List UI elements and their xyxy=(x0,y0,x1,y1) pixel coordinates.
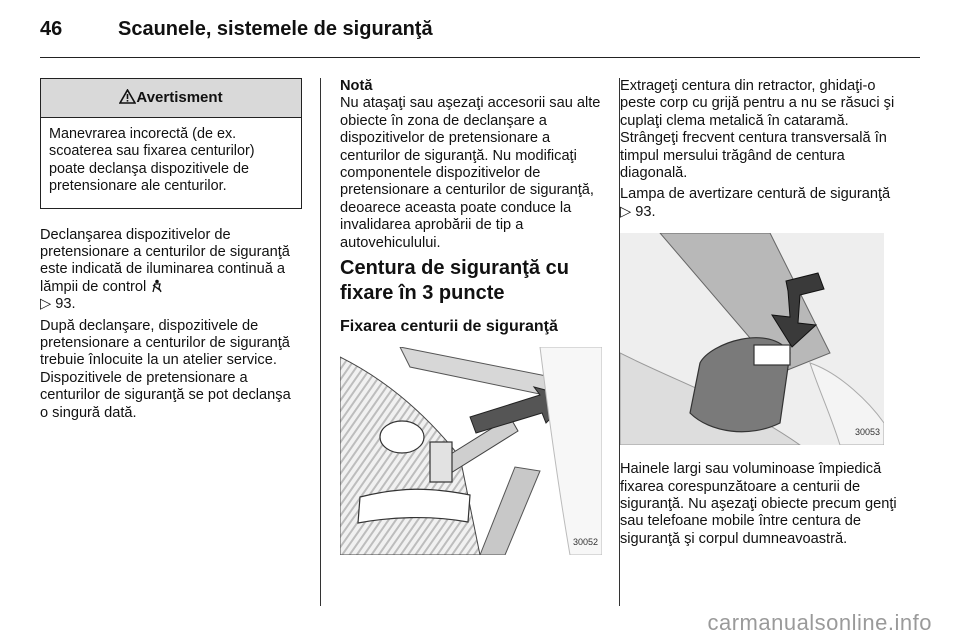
figure-caption: 30053 xyxy=(854,426,880,437)
figure-caption: 30052 xyxy=(572,537,598,548)
seatbelt-fastening-illustration xyxy=(340,347,602,555)
seatbelt-pretensioner-icon xyxy=(150,279,164,293)
header-rule xyxy=(40,57,920,58)
paragraph xyxy=(620,186,902,221)
page-reference-number: 93. xyxy=(635,203,656,220)
paragraph: Extrageţi centura din retractor, ghidaţi-o peste corp cu grijă pentru a nu se răsuci şi cuplaţi clema metalică în cataramă. Strângeţi frecvent centura transversală în timpul mersului trăgând de centura diagonală. xyxy=(620,78,895,182)
paragraph-text: Lampa de avertizare centură de siguranţă xyxy=(620,186,891,203)
warning-title: Avertisment xyxy=(136,89,223,106)
column-divider xyxy=(320,78,321,606)
seatbelt-buckle-illustration xyxy=(620,233,884,445)
warning-text: Manevrarea incorectă (de ex. scoaterea sau fixarea centurilor) poate declanşa dispozitivele de pretensionare ale centurilor. xyxy=(49,126,255,195)
paragraph-text: Declanşarea dispozitivelor de pretensionare a centurilor de siguranţă este indicată de iluminarea continuă a lămpii de control xyxy=(40,226,290,295)
page-title: Scaunele, sistemele de siguranţă xyxy=(118,18,433,40)
warning-header xyxy=(41,79,301,118)
paragraph: Hainele largi sau voluminoase împiedică fixarea corespunzătoare a centurii de siguranţă. Nu aşezaţi obiecte precum genţi sau telefoane mobile între centura de siguranţă şi corpul dumneavoastră. xyxy=(620,461,897,547)
page-reference[interactable] xyxy=(40,296,76,312)
seatbelt-buckle-figure xyxy=(620,233,884,445)
column-middle xyxy=(340,78,604,555)
note-title: Notă xyxy=(340,78,373,94)
watermark: carmanualsonline.info xyxy=(707,610,932,635)
subsection-title: Fixarea centurii de siguranţă xyxy=(340,318,558,336)
warning-triangle-icon xyxy=(119,89,136,104)
warning-box xyxy=(40,78,302,209)
note-text: Nu ataşaţi sau aşezaţi accesorii sau alte obiecte în zona de declanşare a dispozitivelor de pretensionare a centurilor de siguranţă. Nu modificaţi componentele dispozitivelor de pretensionare a centurilor de siguranţă, deoarece aceasta poate conduce la invalidarea aprobării de tip a autovehiculului. xyxy=(340,95,601,251)
seatbelt-fastening-figure xyxy=(340,347,602,555)
column-left xyxy=(40,78,302,426)
page-reference[interactable] xyxy=(620,204,656,220)
arrow-ref-icon: ▷ xyxy=(620,203,632,220)
arrow-ref-icon: ▷ xyxy=(40,296,52,313)
section-title: Centura de siguranţă cu fixare în 3 puncte xyxy=(340,257,569,305)
paragraph xyxy=(40,227,302,314)
page-number: 46 xyxy=(40,18,63,40)
column-right xyxy=(620,78,902,552)
paragraph: După declanşare, dispozitivele de pretensionare a centurilor de siguranţă trebuie înlocuite la un atelier service. Dispozitivele de pretensionare a centurilor de siguranţă se pot declanşa o singură dată. xyxy=(40,317,291,421)
page-reference-number: 93. xyxy=(55,296,76,313)
